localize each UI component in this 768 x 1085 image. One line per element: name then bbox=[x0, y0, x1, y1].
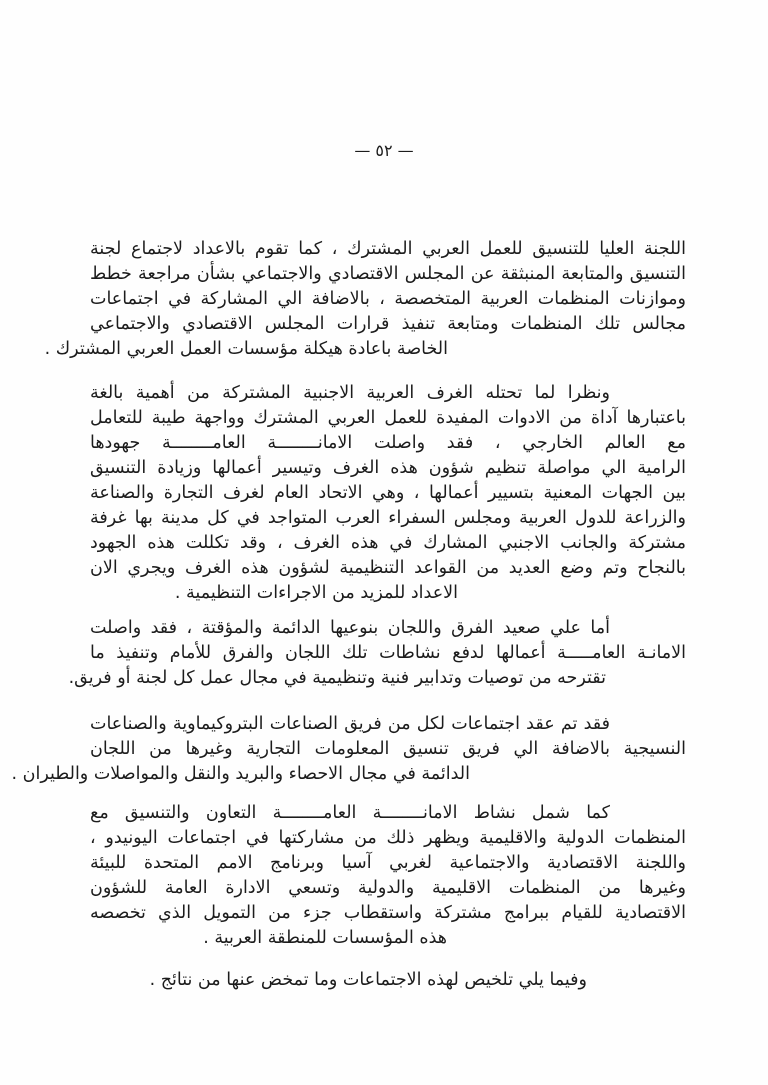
paragraph-4 bbox=[11, 712, 686, 787]
text-line: مع العالم الخارجي ، فقد واصلت الامانــــــــة العامــــــــة جهودها bbox=[90, 433, 686, 453]
text-line: مجالس تلك المنظمات ومتابعة تنفيذ قرارات المجلس الاقتصادي والاجتماعي bbox=[90, 314, 686, 334]
paragraph-1 bbox=[44, 237, 686, 362]
text-line: مشتركة والجانب الاجنبي المشارك في هذه الغرف ، وقد تكللت هذه الجهود bbox=[90, 533, 686, 553]
text-line: الاعداد للمزيد من الاجراءات التنظيمية . bbox=[174, 583, 458, 603]
paragraph-3 bbox=[68, 616, 686, 691]
text-line: الاقتصادية للقيام ببرامج مشتركة واستقطاب جزء من التمويل الذي تخصصه bbox=[90, 903, 686, 923]
text-line: وموازنات المنظمات العربية المتخصصة ، بالاضافة الي المشاركة في اجتماعات bbox=[90, 289, 686, 309]
text-line: الخاصة باعادة هيكلة مؤسسات العمل العربي المشترك . bbox=[44, 339, 448, 359]
text-line: الرامية الي مواصلة تنظيم شؤون هذه الغرف وتيسير أعمالها وزيادة التنسيق bbox=[90, 458, 686, 478]
text-line: أما علي صعيد الفرق واللجان بنوعيها الدائمة والمؤقتة ، فقد واصلت bbox=[90, 618, 610, 638]
text-line: فقد تم عقد اجتماعات لكل من فريق الصناعات البتروكيماوية والصناعات bbox=[90, 714, 610, 734]
text-line: ونظرا لما تحتله الغرف العربية الاجنبية المشتركة من أهمية بالغة bbox=[90, 383, 610, 403]
page-number: — ٥٢ — bbox=[354, 141, 414, 160]
text-line: بين الجهات المعنية بتسيير أعمالها ، وهي الاتحاد العام لغرف التجارة والصناعة bbox=[90, 483, 686, 503]
text-line: باعتبارها آداة من الادوات المفيدة للعمل العربي المشترك وواجهة طيبة للتعامل bbox=[90, 408, 686, 428]
text-line: النسيجية بالاضافة الي فريق تنسيق المعلومات التجارية وغيرها من اللجان bbox=[90, 739, 686, 759]
text-line: التنسيق والمتابعة المنبثقة عن المجلس الاقتصادي والاجتماعي بشأن مراجعة خطط bbox=[90, 264, 686, 284]
text-line: الامانـة العامـــــة أعمالها لدفع نشاطات تلك اللجان والفرق للأمام وتنفيذ ما bbox=[90, 643, 686, 663]
closing-line: وفيما يلي تلخيص لهذه الاجتماعات وما تمخض عنها من نتائج . bbox=[149, 970, 587, 990]
text-line: اللجنة العليا للتنسيق للعمل العربي المشترك ، كما تقوم بالاعداد لاجتماع لجنة bbox=[90, 239, 686, 259]
text-line: وغيرها من المنظمات الاقليمية والدولية وتسعي الادارة العامة للشؤون bbox=[90, 878, 686, 898]
text-line: والزراعة للدول العربية ومجلس السفراء العرب المتواجد في كل مدينة بها غرفة bbox=[90, 508, 686, 528]
paragraph-5 bbox=[90, 801, 686, 951]
text-line: المنظمات الدولية والاقليمية ويظهر ذلك من مشاركتها في اجتماعات اليونيدو ، bbox=[90, 828, 686, 848]
text-line: هذه المؤسسات للمنطقة العربية . bbox=[203, 928, 447, 948]
text-line: بالنجاح وتم وضع العديد من القواعد التنظيمية لشؤون هذه الغرف ويجري الان bbox=[90, 558, 686, 578]
text-line: كما شمل نشاط الامانــــــــة العامــــــــة التعاون والتنسيق مع bbox=[90, 803, 610, 823]
closing-paragraph bbox=[90, 968, 686, 993]
paragraph-2 bbox=[90, 381, 686, 606]
text-line: الدائمة في مجال الاحصاء والبريد والنقل والمواصلات والطيران . bbox=[11, 764, 470, 784]
text-line: واللجنة الاقتصادية والاجتماعية لغربي آسيا وبرنامج الامم المتحدة للبيئة bbox=[90, 853, 686, 873]
text-line: تقترحه من توصيات وتدابير فنية وتنظيمية في مجال عمل كل لجنة أو فريق. bbox=[68, 668, 606, 688]
